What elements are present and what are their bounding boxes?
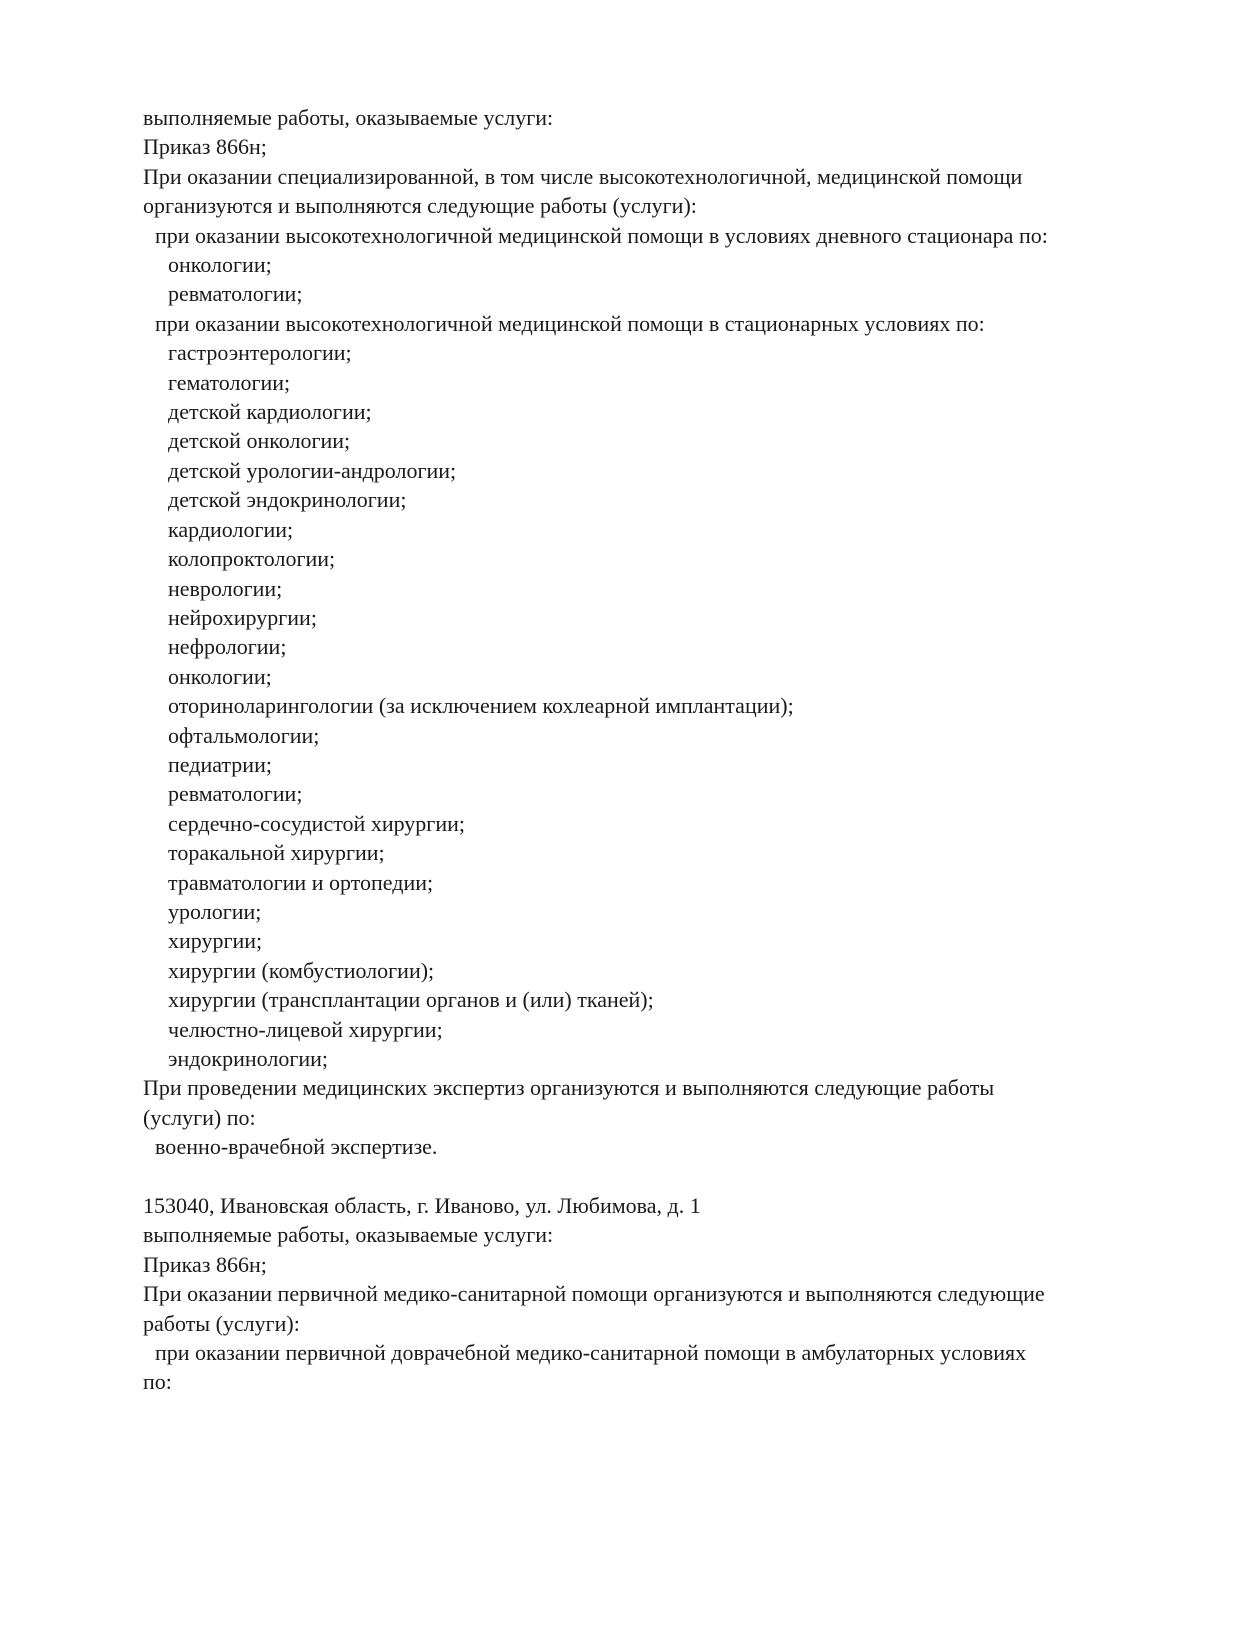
list-item: детской урологии-андрологии; (168, 457, 457, 483)
list-item: хирургии (трансплантации органов и (или) тканей); (168, 987, 654, 1013)
day-hospital-list (143, 250, 1143, 309)
works-heading: выполняемые работы, оказываемые услуги: (143, 105, 554, 130)
order-reference: Приказ 866н; (143, 1251, 267, 1277)
prehospital-heading: при оказании первичной доврачебной медико-санитарной помощи в амбулаторных условиях (155, 1340, 1027, 1366)
day-hospital-heading: при оказании высокотехнологичной медицинской помощи в условиях дневного стационара по: (155, 222, 1048, 248)
list-item: сердечно-сосудистой хирургии; (168, 810, 465, 836)
list-item: онкологии; (168, 252, 272, 278)
expertise-item: военно-врачебной экспертизе. (155, 1134, 438, 1160)
list-item: педиатрии; (168, 751, 272, 777)
list-item: детской эндокринологии; (168, 487, 407, 513)
order-reference: Приказ 866н; (143, 134, 267, 160)
list-item: неврологии; (168, 575, 283, 601)
list-item: нефрологии; (168, 634, 287, 660)
list-item: кардиологии; (168, 516, 294, 542)
list-item: хирургии (комбустиологии); (168, 957, 435, 983)
document-text (143, 103, 1143, 1397)
expertise-intro: При проведении медицинских экспертиз организуются и выполняются следующие работы (143, 1075, 995, 1101)
inpatient-heading: при оказании высокотехнологичной медицинской помощи в стационарных условиях по: (155, 310, 985, 336)
specialized-care-intro: При оказании специализированной, в том числе высокотехнологичной, медицинской помощи (143, 163, 1023, 189)
list-item: детской онкологии; (168, 428, 351, 454)
specialized-care-intro-cont: организуются и выполняются следующие работы (услуги): (143, 193, 697, 219)
list-item: онкологии; (168, 663, 272, 689)
list-item: гематологии; (168, 369, 291, 395)
prehospital-heading-cont: по: (143, 1369, 172, 1395)
list-item: офтальмологии; (168, 722, 320, 748)
list-item: оториноларингологии (за исключением кохлеарной имплантации); (168, 693, 794, 719)
list-item: гастроэнтерологии; (168, 340, 352, 366)
list-item: колопроктологии; (168, 546, 336, 572)
blank-line (143, 1162, 1143, 1191)
list-item: нейрохирургии; (168, 604, 317, 630)
list-item: детской кардиологии; (168, 399, 372, 425)
list-item: урологии; (168, 898, 262, 924)
list-item: ревматологии; (168, 781, 303, 807)
list-item: хирургии; (168, 928, 263, 954)
inpatient-list (143, 338, 1143, 1073)
list-item: ревматологии; (168, 281, 303, 307)
primary-care-intro-cont: работы (услуги): (143, 1310, 300, 1336)
list-item: травматологии и ортопедии; (168, 869, 434, 895)
list-item: эндокринологии; (168, 1046, 329, 1071)
expertise-intro-cont: (услуги) по: (143, 1104, 256, 1130)
works-heading: выполняемые работы, оказываемые услуги: (143, 1222, 554, 1248)
list-item: торакальной хирургии; (168, 840, 385, 866)
primary-care-intro: При оказании первичной медико-санитарной помощи организуются и выполняются следующие (143, 1281, 1045, 1307)
list-item: челюстно-лицевой хирургии; (168, 1016, 443, 1042)
address: 153040, Ивановская область, г. Иваново, ул. Любимова, д. 1 (143, 1193, 701, 1219)
